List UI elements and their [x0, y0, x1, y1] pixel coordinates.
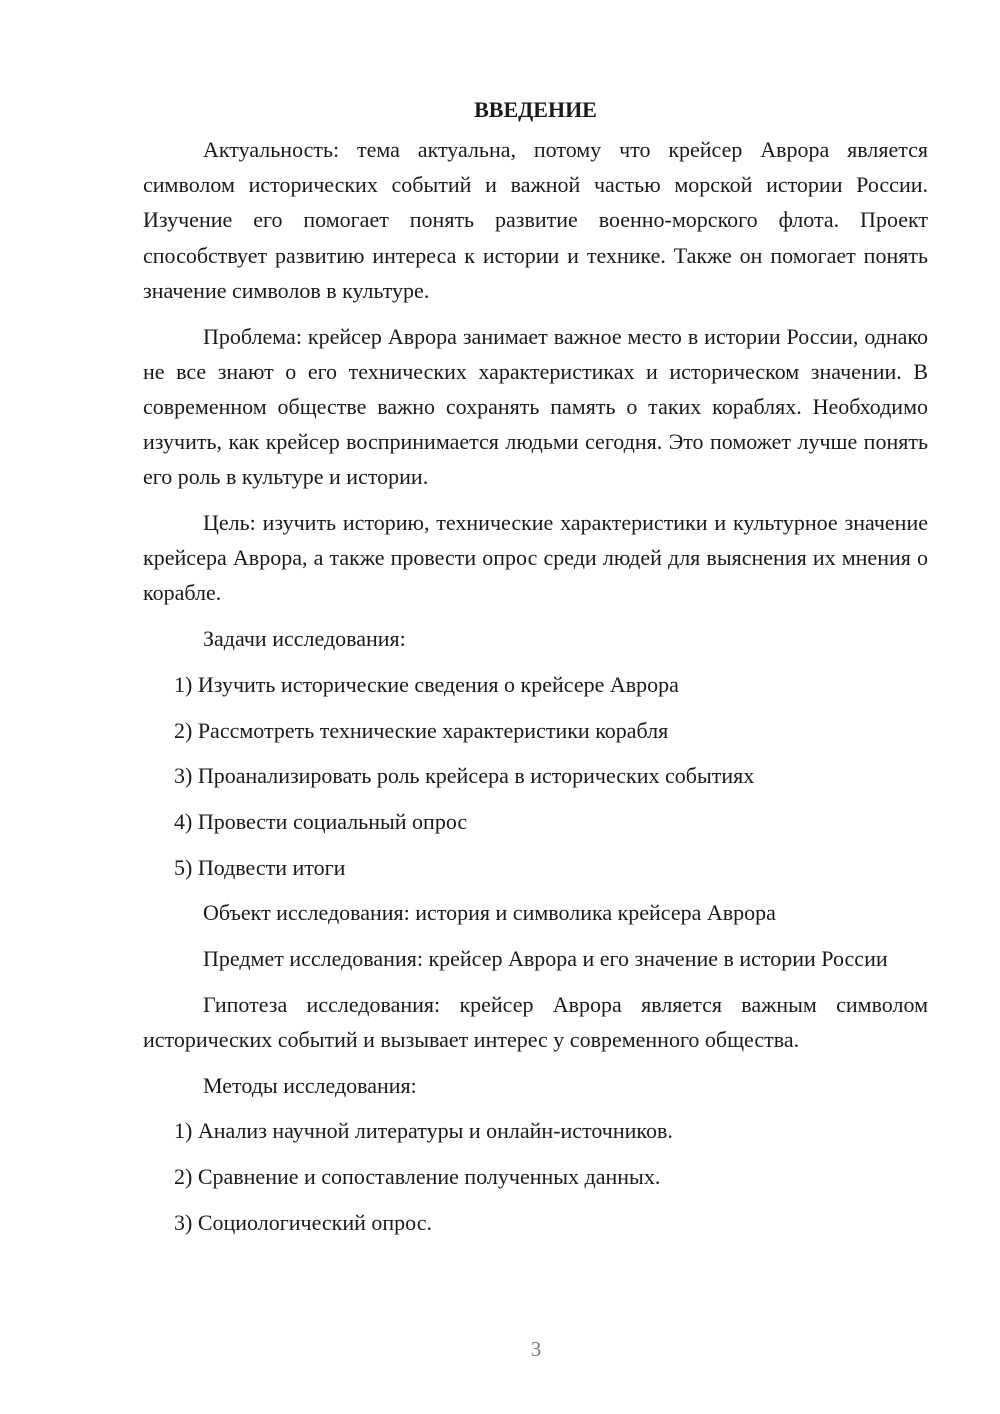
object-paragraph: Объект исследования: история и символика крейсера Аврора — [203, 900, 776, 926]
hypothesis-paragraph: Гипотеза исследования: крейсер Аврора является важным символом исторических событий и вызывает интерес у современного общества. — [143, 991, 928, 1052]
section-title: ВВЕДЕНИЕ — [474, 97, 597, 122]
goal-paragraph: Цель: изучить историю, технические характеристики и культурное значение крейсера Аврора, а также провести опрос среди людей для выяснения их мнения о корабле. — [143, 510, 928, 606]
task-item-2: 2) Рассмотреть технические характеристики корабля — [174, 717, 669, 743]
document-page — [143, 92, 928, 1250]
method-item-1: 1) Анализ научной литературы и онлайн-источников. — [174, 1118, 673, 1144]
task-item-1: 1) Изучить исторические сведения о крейсере Аврора — [174, 671, 679, 697]
subject-paragraph: Предмет исследования: крейсер Аврора и его значение в истории России — [203, 946, 888, 972]
tasks-label: Задачи исследования: — [203, 626, 406, 652]
methods-label: Методы исследования: — [203, 1072, 417, 1098]
task-item-5: 5) Подвести итоги — [174, 854, 346, 880]
relevance-paragraph: Актуальность: тема актуальна, потому что крейсер Аврора является символом исторических событий и важной частью морской истории России. Изучение его помогает понять развитие военно-морского флота. Проект способствует развитию интереса к истории и технике. Также он помогает понять значение символов в культуре. — [143, 137, 928, 303]
task-item-4: 4) Провести социальный опрос — [174, 808, 468, 834]
task-item-3: 3) Проанализировать роль крейсера в исторических событиях — [174, 763, 755, 789]
method-item-2: 2) Сравнение и сопоставление полученных данных. — [174, 1164, 661, 1190]
page-number: 3 — [530, 1337, 542, 1361]
problem-paragraph: Проблема: крейсер Аврора занимает важное место в истории России, однако не все знают о его технических характеристиках и историческом значении. В современном обществе важно сохранять память о таких кораблях. Необходимо изучить, как крейсер воспринимается людьми сегодня. Это поможет лучше понять его роль в культуре и истории. — [143, 323, 928, 490]
method-item-3: 3) Социологический опрос. — [174, 1209, 432, 1235]
